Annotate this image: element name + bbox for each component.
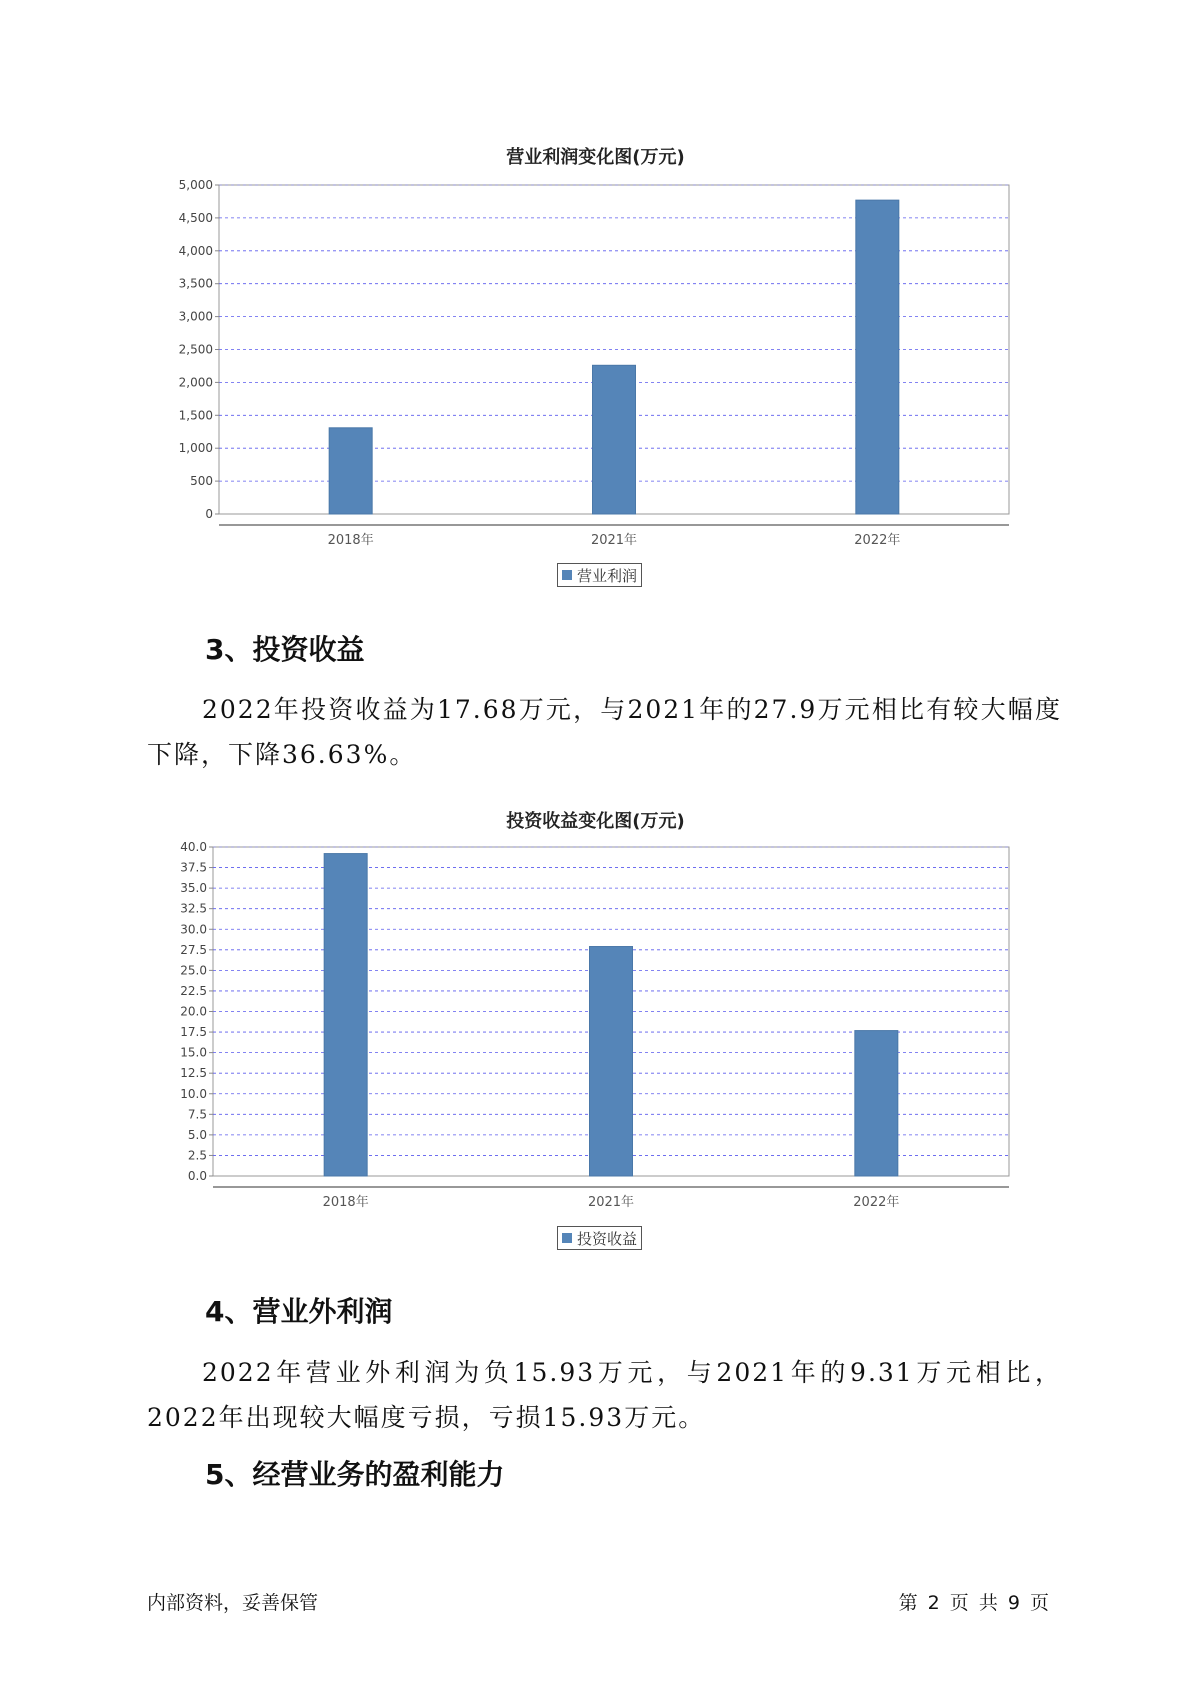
y-tick-label: 27.5 (180, 942, 207, 957)
x-tick-label: 2018年 (322, 1195, 369, 1210)
chart-2-title: 投资收益变化图(万元) (506, 811, 685, 832)
y-tick-label: 35.0 (180, 881, 207, 896)
y-tick-label: 20.0 (180, 1004, 207, 1019)
x-tick-label: 2018年 (327, 533, 374, 548)
y-tick-label: 2,000 (178, 375, 213, 390)
y-tick-label: 3,000 (178, 309, 213, 324)
y-tick-label: 0.0 (187, 1169, 207, 1183)
bar (855, 1031, 898, 1176)
y-tick-label: 7.5 (187, 1107, 207, 1122)
y-tick-label: 5.0 (187, 1127, 207, 1142)
y-tick-label: 32.5 (180, 901, 207, 916)
y-tick-label: 10.0 (180, 1086, 207, 1101)
legend-swatch (562, 1233, 572, 1243)
y-tick-label: 30.0 (180, 922, 207, 937)
y-tick-label: 4,500 (178, 210, 213, 225)
x-tick-label: 2022年 (854, 533, 901, 548)
section-4-heading: 4、营业外利润 (205, 1295, 393, 1328)
x-tick-label: 2021年 (587, 1195, 635, 1210)
section-5-heading: 5、经营业务的盈利能力 (205, 1458, 505, 1491)
y-tick-label: 3,500 (178, 276, 213, 291)
x-tick-label: 2021年 (590, 533, 638, 548)
y-tick-label: 40.0 (180, 840, 207, 854)
chart-1-title: 营业利润变化图(万元) (506, 147, 685, 168)
chart-2-legend (557, 1226, 642, 1250)
y-tick-label: 2.5 (187, 1148, 207, 1163)
y-tick-label: 4,000 (178, 243, 213, 258)
y-tick-label: 2,500 (178, 342, 213, 357)
chart-2-legend-label: 投资收益 (577, 1229, 638, 1248)
y-tick-label: 0 (205, 507, 213, 521)
y-tick-label: 15.0 (180, 1045, 207, 1060)
footer-page-number: 第 2 页 共 9 页 (898, 1592, 1051, 1614)
y-tick-label: 1,000 (178, 441, 213, 456)
y-tick-label: 25.0 (180, 963, 207, 978)
y-tick-label: 500 (190, 474, 213, 489)
y-tick-label: 22.5 (180, 983, 207, 998)
y-tick-label: 1,500 (178, 408, 213, 423)
bar (324, 854, 367, 1176)
y-tick-label: 5,000 (178, 178, 213, 192)
y-tick-label: 17.5 (180, 1025, 207, 1040)
bar (590, 947, 633, 1176)
chart-1-legend-label: 营业利润 (577, 566, 638, 585)
x-tick-label: 2022年 (853, 1195, 900, 1210)
section-4-paragraph: 2022年营业外利润为负15.93万元，与2021年的9.31万元相比，2022年出现较大幅度亏损，亏损15.93万元。 (147, 1358, 1062, 1432)
section-3-heading: 3、投资收益 (205, 633, 365, 666)
y-tick-label: 12.5 (180, 1066, 207, 1081)
section-3-paragraph: 2022年投资收益为17.68万元，与2021年的27.9万元相比有较大幅度下降，下降36.63%。 (147, 695, 1062, 769)
y-tick-label: 37.5 (180, 860, 207, 875)
footer-confidential-note: 内部资料，妥善保管 (147, 1592, 319, 1614)
